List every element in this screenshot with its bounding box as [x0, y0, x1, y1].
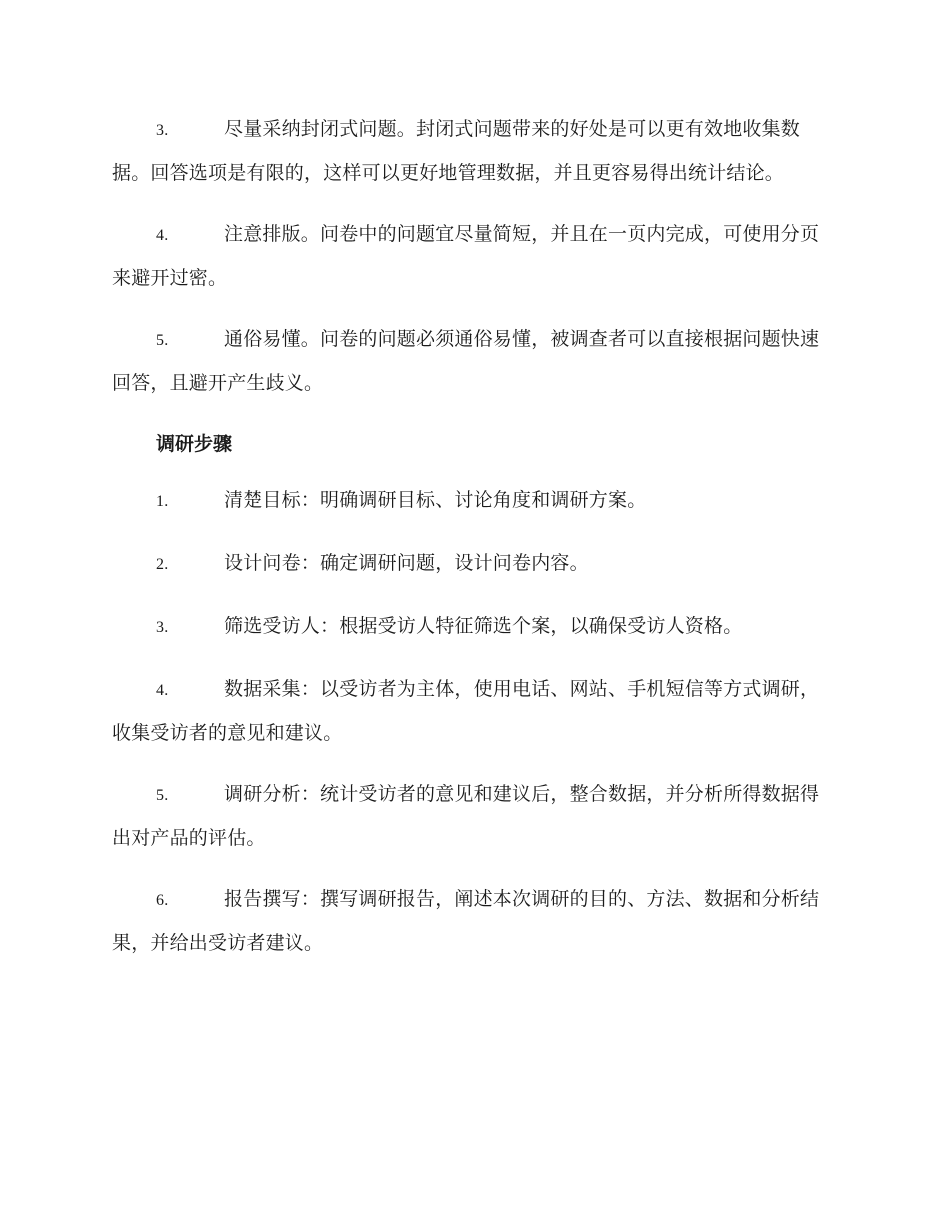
step-item — [112, 773, 834, 859]
step-text: 清楚目标：明确调研目标、讨论角度和调研方案。 — [224, 489, 647, 511]
list-text: 注意排版。问卷中的问题宜尽量简短，并且在一页内完成，可使用分页来避开过密。 — [112, 223, 820, 289]
section-heading: 调研步骤 — [156, 433, 233, 455]
step-text: 筛选受访人：根据受访人特征筛选个案，以确保受访人资格。 — [224, 615, 743, 637]
step-number: 2. — [156, 556, 169, 573]
step-item — [112, 878, 834, 964]
step-number: 3. — [156, 619, 169, 636]
list-number: 3. — [156, 122, 169, 139]
step-text: 数据采集：以受访者为主体，使用电话、网站、手机短信等方式调研，收集受访者的意见和建议。 — [112, 678, 820, 744]
step-item — [112, 479, 834, 523]
step-text: 调研分析：统计受访者的意见和建议后，整合数据，并分析所得数据得出对产品的评估。 — [112, 783, 820, 849]
list-text: 尽量采纳封闭式问题。封闭式问题带来的好处是可以更有效地收集数据。回答选项是有限的，这样可以更好地管理数据，并且更容易得出统计结论。 — [112, 118, 801, 184]
document-body — [112, 108, 834, 983]
step-text: 报告撰写：撰写调研报告，阐述本次调研的目的、方法、数据和分析结果，并给出受访者建议。 — [112, 888, 820, 954]
list-number: 5. — [156, 332, 169, 349]
step-item — [112, 542, 834, 586]
step-number: 6. — [156, 892, 169, 909]
list-text: 通俗易懂。问卷的问题必须通俗易懂，被调查者可以直接根据问题快速回答，且避开产生歧义。 — [112, 328, 820, 394]
step-number: 1. — [156, 493, 169, 510]
step-item — [112, 668, 834, 754]
step-text: 设计问卷：确定调研问题，设计问卷内容。 — [224, 552, 589, 574]
list-number: 4. — [156, 227, 169, 244]
step-number: 5. — [156, 787, 169, 804]
list-item — [112, 318, 834, 404]
list-item — [112, 108, 834, 194]
step-item — [112, 605, 834, 649]
step-number: 4. — [156, 682, 169, 699]
list-item — [112, 213, 834, 299]
